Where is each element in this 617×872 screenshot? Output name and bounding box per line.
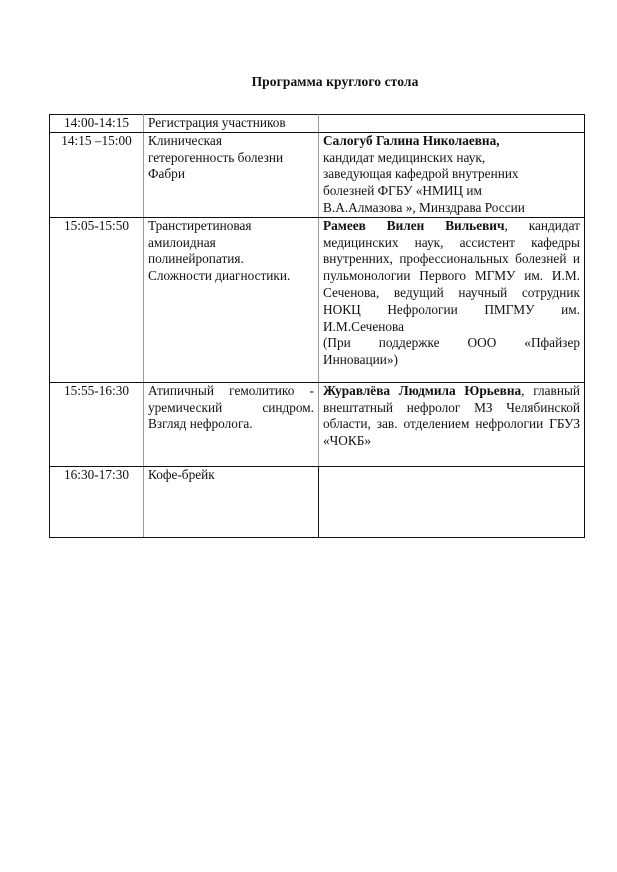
topic-cell	[144, 217, 319, 382]
time-cell: 16:30-17:30	[50, 466, 144, 537]
topic-cell: Кофе-брейк	[144, 466, 319, 537]
speaker-cell	[319, 132, 585, 217]
topic-cell: Регистрация участников	[144, 115, 319, 133]
speaker-info	[323, 218, 580, 336]
speaker-details: , кандидат медицинских наук, ассистент кафедры внутренних, профессиональных болезней и пульмонологии Первого МГМУ им. И.М. Сеченова, ведущий научный сотрудник НОКЦ Нефрологии ПМГМУ им. И.М.Сеченова	[323, 217, 580, 334]
speaker-details: кандидат медицинских наук, заведующая кафедрой внутренних болезней ФГБУ «НМИЦ им В.А.Алмазова », Минздрава России	[323, 149, 525, 215]
table-row	[50, 132, 585, 217]
topic-text: Транстиретиновая амилоидная полинейропатия. Сложности диагностики.	[148, 217, 291, 284]
program-table	[49, 114, 585, 538]
time-cell: 15:05-15:50	[50, 217, 144, 382]
table-row	[50, 115, 585, 133]
speaker-cell	[319, 115, 585, 133]
speaker-name: Рамеев Вилен Вильевич	[323, 217, 505, 233]
topic-text: Клиническая гетерогенность болезни Фабри	[148, 132, 284, 182]
page-title: Программа круглого стола	[251, 74, 419, 89]
speaker-cell	[319, 217, 585, 382]
table-row	[50, 217, 585, 382]
speaker-cell	[319, 466, 585, 537]
time-cell: 14:15 –15:00	[50, 132, 144, 217]
speaker-details: , главный внештатный нефролог МЗ Челябинской области, зав. отделением нефрологии ГБУЗ «ЧОКБ»	[323, 382, 580, 449]
table-row	[50, 466, 585, 537]
time-cell: 14:00-14:15	[50, 115, 144, 133]
speaker-info	[323, 383, 580, 450]
time-cell: 15:55-16:30	[50, 382, 144, 466]
topic-cell	[144, 132, 319, 217]
speaker-note: (При поддержке ООО «Пфайзер Инновации»)	[323, 335, 580, 368]
speaker-name: Салогуб Галина Николаевна,	[323, 132, 500, 148]
table-row	[50, 382, 585, 466]
speaker-name: Журавлёва Людмила Юрьевна	[323, 382, 522, 398]
speaker-cell	[319, 382, 585, 466]
topic-cell: Атипичный гемолитико - уремический синдром. Взгляд нефролога.	[144, 382, 319, 466]
